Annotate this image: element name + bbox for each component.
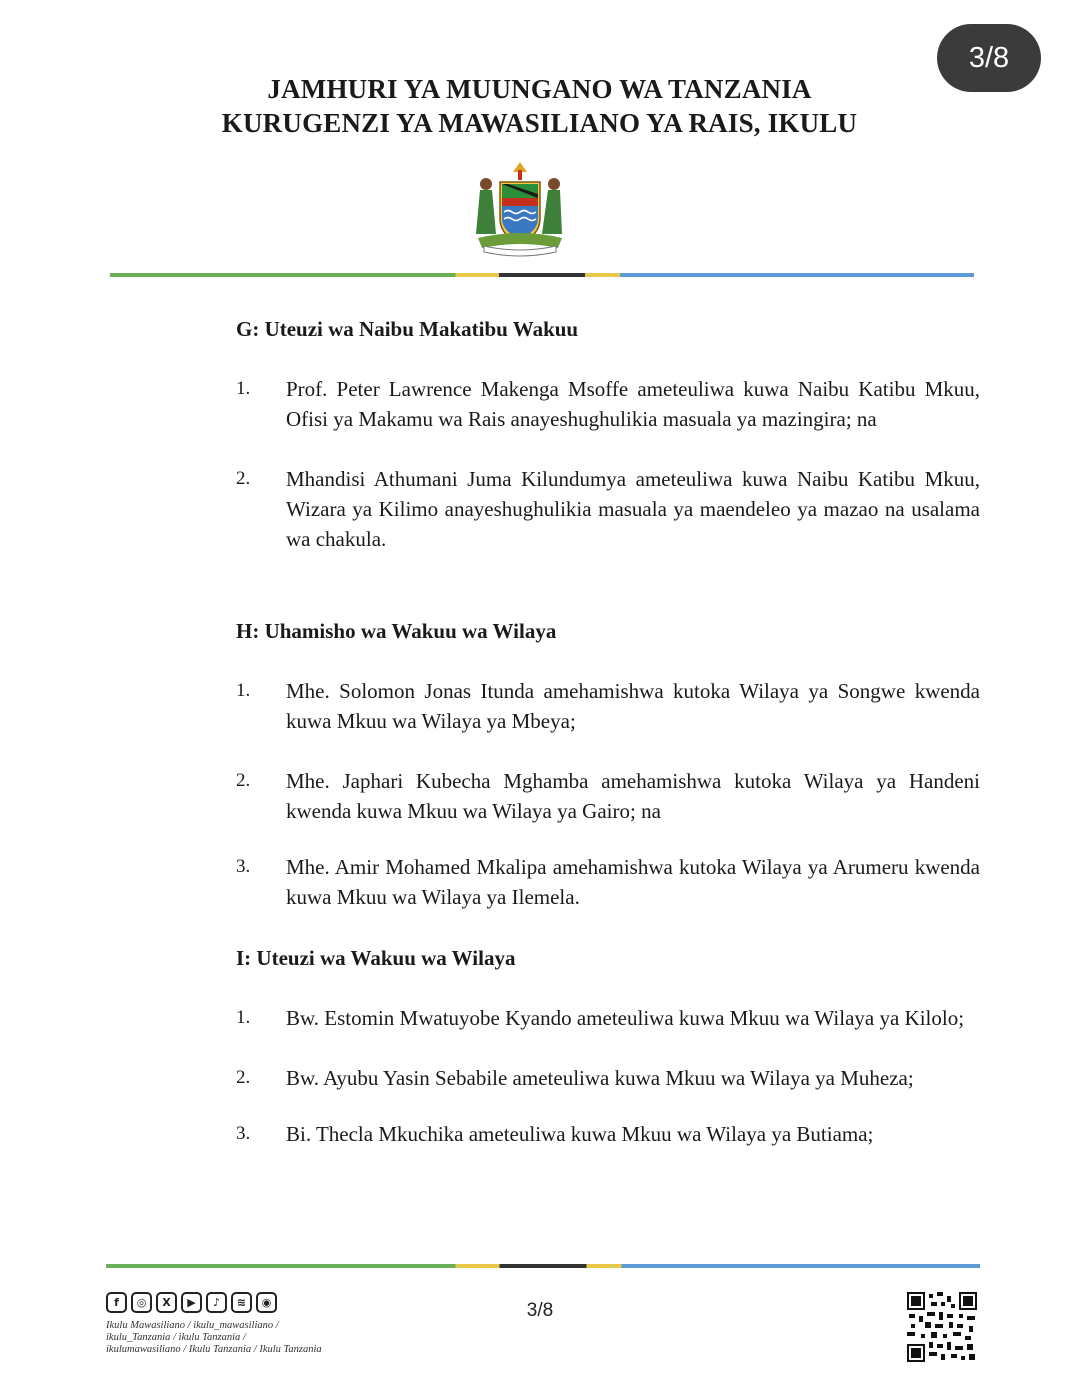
handle-line: ikulumawasiliano / Ikulu Tanzania / Ikulu Tanzania: [106, 1344, 322, 1355]
item-text: Mhe. Solomon Jonas Itunda amehamishwa kutoka Wilaya ya Songwe kwenda kuwa Mkuu wa Wilaya ya Mbeya;: [286, 679, 980, 733]
spotify-icon: ≋: [231, 1292, 252, 1313]
list-item: [236, 464, 980, 554]
item-number: 2.: [236, 770, 251, 791]
footer-divider: [106, 1264, 980, 1268]
document-header: [0, 72, 1079, 140]
list-item: [236, 1003, 980, 1033]
header-line-1: JAMHURI YA MUUNGANO WA TANZANIA: [267, 74, 812, 104]
item-number: 2.: [236, 468, 251, 489]
item-number: 3.: [236, 1123, 251, 1144]
coat-of-arms-icon: [470, 156, 570, 258]
section-heading: G: Uteuzi wa Naibu Makatibu Wakuu: [236, 317, 579, 341]
list-item: [236, 676, 980, 736]
header-line-2: KURUGENZI YA MAWASILIANO YA RAIS, IKULU: [221, 108, 858, 138]
section-i: [236, 943, 980, 1149]
item-text: Mhandisi Athumani Juma Kilundumya ameteuliwa kuwa Naibu Katibu Mkuu, Wizara ya Kilimo anayeshughulikia masuala ya maendeleo ya mazao na usalama wa chakula.: [286, 467, 980, 551]
x-icon: X: [156, 1292, 177, 1313]
header-divider: [110, 273, 974, 277]
item-number: 3.: [236, 856, 251, 877]
item-number: 1.: [236, 680, 251, 701]
handle-line: ikulu_Tanzania / ikulu Tanzania /: [106, 1332, 246, 1343]
item-text: Prof. Peter Lawrence Makenga Msoffe ameteuliwa kuwa Naibu Katibu Mkuu, Ofisi ya Makamu wa Rais anayeshughulikia masuala ya mazingira; na: [286, 377, 980, 431]
item-text: Bw. Estomin Mwatuyobe Kyando ameteuliwa kuwa Mkuu wa Wilaya ya Kilolo;: [286, 1006, 965, 1030]
qr-code-icon: [907, 1292, 977, 1362]
section-heading: I: Uteuzi wa Wakuu wa Wilaya: [236, 946, 516, 970]
facebook-icon: f: [106, 1292, 127, 1313]
youtube-icon: ▶: [181, 1292, 202, 1313]
item-number: 2.: [236, 1067, 251, 1088]
list-item: [236, 766, 980, 826]
item-text: Bi. Thecla Mkuchika ameteuliwa kuwa Mkuu wa Wilaya ya Butiama;: [286, 1122, 874, 1146]
list-item: [236, 852, 980, 912]
list-item: [236, 1119, 980, 1149]
tiktok-icon: ♪: [206, 1292, 227, 1313]
list-item: [236, 1063, 980, 1093]
section-heading: H: Uhamisho wa Wakuu wa Wilaya: [236, 619, 557, 643]
handle-line: Ikulu Mawasiliano / ikulu_mawasiliano /: [106, 1320, 279, 1331]
social-handles: [106, 1320, 366, 1356]
section-h: [236, 616, 980, 912]
page-indicator-badge: 3/8: [937, 24, 1041, 92]
footer-page-number: 3/8: [526, 1300, 554, 1321]
list-item: [236, 374, 980, 434]
instagram-icon: ◎: [131, 1292, 152, 1313]
item-text: Mhe. Japhari Kubecha Mghamba amehamishwa kutoka Wilaya ya Handeni kwenda kuwa Mkuu wa Wilaya ya Gairo; na: [286, 769, 980, 823]
item-number: 1.: [236, 378, 251, 399]
item-number: 1.: [236, 1007, 251, 1028]
social-icons: [106, 1292, 277, 1313]
section-g: [236, 314, 980, 554]
item-text: Bw. Ayubu Yasin Sebabile ameteuliwa kuwa Mkuu wa Wilaya ya Muheza;: [286, 1066, 914, 1090]
podcast-icon: ◉: [256, 1292, 277, 1313]
item-text: Mhe. Amir Mohamed Mkalipa amehamishwa kutoka Wilaya ya Arumeru kwenda kuwa Mkuu wa Wilaya ya Ilemela.: [286, 855, 980, 909]
